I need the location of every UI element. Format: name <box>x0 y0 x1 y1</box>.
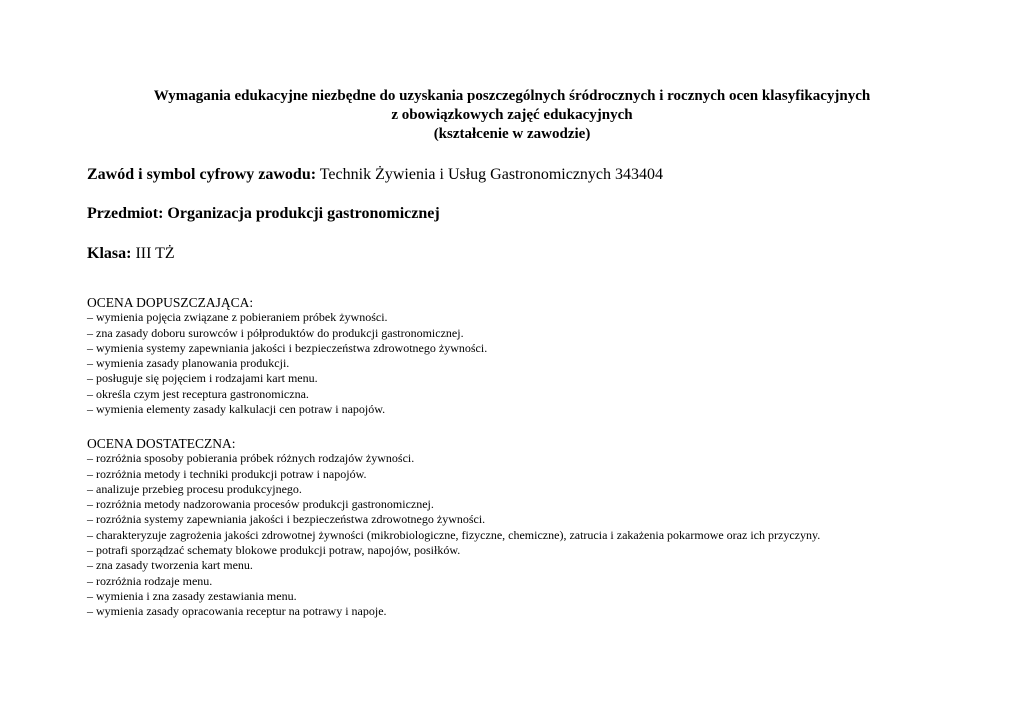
list-item: – analizuje przebieg procesu produkcyjnego. <box>87 481 302 496</box>
list-item: – wymienia elementy zasady kalkulacji cen potraw i napojów. <box>87 402 386 417</box>
section-title: OCENA DOPUSZCZAJĄCA: <box>87 295 254 310</box>
list-item: – rozróżnia metody i techniki produkcji potraw i napojów. <box>87 466 367 481</box>
list-item: – rozróżnia rodzaje menu. <box>87 573 213 588</box>
list-item: – rozróżnia systemy zapewniania jakości i bezpieczeństwa zdrowotnego żywności. <box>87 512 486 527</box>
requirements-list <box>87 310 487 417</box>
list-item: – rozróżnia metody nadzorowania procesów produkcji gastronomicznej. <box>87 497 434 512</box>
list-item: – potrafi sporządzać schematy blokowe produkcji potraw, napojów, posiłków. <box>87 543 461 558</box>
class-field <box>87 244 175 264</box>
profession-field <box>87 165 663 185</box>
heading-line-2: z obowiązkowych zajęć edukacyjnych <box>391 107 633 123</box>
list-item: – określa czym jest receptura gastronomiczna. <box>87 386 309 401</box>
heading-line-3: (kształcenie w zawodzie) <box>433 126 591 142</box>
list-item: – posługuje się pojęciem i rodzajami kart menu. <box>87 371 318 386</box>
profession-label: Zawód i symbol cyfrowy zawodu: <box>87 166 317 183</box>
list-item: – wymienia pojęcia związane z pobieraniem próbek żywności. <box>87 310 388 325</box>
class-value: III TŻ <box>135 245 175 262</box>
heading-line-1: Wymagania edukacyjne niezbędne do uzyskania poszczególnych śródrocznych i rocznych ocen klasyfikacyjnych <box>153 88 871 104</box>
list-item: – wymienia i zna zasady zestawiania menu. <box>87 588 297 603</box>
list-item: – zna zasady tworzenia kart menu. <box>87 558 253 573</box>
list-item: – wymienia zasady opracowania receptur na potrawy i napoje. <box>87 604 387 619</box>
grade-section-satisfactory <box>87 436 820 620</box>
list-item: – zna zasady doboru surowców i półproduktów do produkcji gastronomicznej. <box>87 325 464 340</box>
section-title: OCENA DOSTATECZNA: <box>87 436 236 451</box>
list-item: – wymienia systemy zapewniania jakości i bezpieczeństwa zdrowotnego żywności. <box>87 340 488 355</box>
subject-field <box>87 204 440 224</box>
grade-section-sufficient <box>87 295 487 417</box>
requirements-list <box>87 451 820 619</box>
list-item: – rozróżnia sposoby pobierania próbek różnych rodzajów żywności. <box>87 451 415 466</box>
list-item: – charakteryzuje zagrożenia jakości zdrowotnej żywności (mikrobiologiczne, fizyczne, chemiczne), zatrucia i zakażenia pokarmowe oraz ich przyczyny. <box>87 527 821 542</box>
list-item: – wymienia zasady planowania produkcji. <box>87 356 290 371</box>
profession-value: Technik Żywienia i Usług Gastronomicznych 343404 <box>319 166 664 183</box>
subject-text: Przedmiot: Organizacja produkcji gastronomicznej <box>87 205 440 222</box>
class-label: Klasa: <box>87 245 132 262</box>
document-heading <box>0 87 1024 144</box>
